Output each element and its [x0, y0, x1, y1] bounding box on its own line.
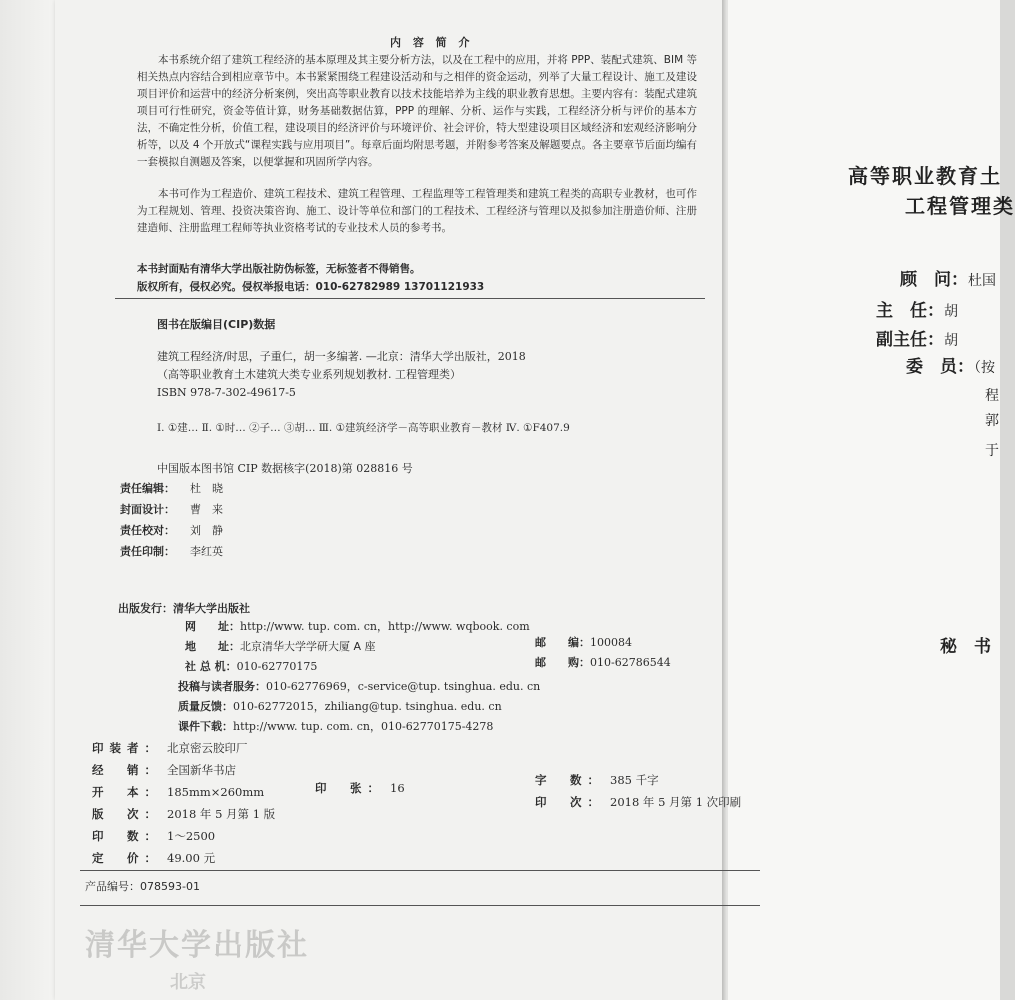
publisher-mail-order: 邮 购：010-62786544 [535, 656, 671, 669]
product-code: 产品编号：078593-01 [85, 880, 200, 893]
divider [80, 870, 760, 871]
series-title-line-1: 高等职业教育土 [848, 164, 1002, 188]
committee-member-name: 郭 [985, 413, 999, 429]
publisher-quality: 质量反馈：010-62772015，zhiliang@tup. tsinghua. edu. cn [178, 700, 502, 713]
summary-title: 内 容 简 介 [390, 36, 474, 49]
committee-secretary: 秘 书 [940, 637, 991, 657]
staff-list [120, 478, 223, 562]
cip-line-1: 建筑工程经济/时思，子重仁，胡一多编著. —北京：清华大学出版社，2018 [157, 350, 526, 363]
cip-number: 中国版本图书馆 CIP 数据核字(2018)第 028816 号 [157, 462, 413, 475]
publisher-submission: 投稿与读者服务：010-62776969，c-service@tup. tsinghua. edu. cn [178, 680, 541, 693]
staff-row: 责任校对： 刘 静 [120, 524, 223, 537]
committee-members: 委 员：（按 [906, 357, 995, 377]
committee-director: 主 任：胡 [876, 301, 958, 321]
staff-row: 责任印制： 李红英 [120, 545, 223, 558]
publisher-download: 课件下载：http://www. tup. com. cn，010-62770175-4278 [178, 720, 494, 733]
spec-price: 定 价： 49.00 元 [92, 851, 216, 865]
spec-copies: 印 数： 1～2500 [92, 829, 216, 843]
staff-row: 责任编辑： 杜 晓 [120, 482, 223, 495]
committee-advisor: 顾 问：杜国 [900, 270, 996, 290]
publisher-web: 网 址：http://www. tup. com. cn，http://www. wqbook. com [185, 620, 530, 633]
copyright-notice [137, 260, 484, 296]
committee-member-name: 于 [985, 443, 999, 459]
summary-paragraph-2: 本书可作为工程造价、建筑工程技术、建筑工程管理、工程监理等工程管理类和建筑工程类的高职专业教材，也可作为工程规划、管理、投资决策咨询、施工、设计等单位和部门的工程技术、工程经济与管理以及拟参加注册造价师、注册建造师、注册监理工程师等执业资格考试的专业技术人员的参考书。 [137, 188, 697, 234]
spec-edition: 版 次： 2018 年 5 月第 1 版 [92, 807, 276, 821]
committee-vice-director: 副主任：胡 [876, 330, 958, 350]
publisher-label: 出版发行：清华大学出版社 [118, 602, 250, 615]
committee-member-name: 程 [985, 388, 999, 404]
cip-isbn: ISBN 978-7-302-49617-5 [157, 386, 296, 399]
spec-printing: 印 次： 2018 年 5 月第 1 次印刷 [535, 795, 742, 809]
cip-title: 图书在版编目(CIP)数据 [157, 318, 276, 331]
series-title-line-2: 工程管理类 [905, 194, 1015, 218]
spec-format: 开 本： 185mm×260mm [92, 785, 265, 799]
divider [115, 298, 705, 299]
spec-word-count: 字 数： 385 千字 [535, 773, 659, 787]
right-page [728, 0, 1015, 1000]
watermark-city: 北京 [170, 972, 206, 993]
staff-row: 封面设计： 曹 来 [120, 503, 223, 516]
publisher-watermark: 清华大学出版社 [85, 928, 309, 963]
publisher-address: 地 址：北京清华大学学研大厦 A 座 [185, 640, 376, 653]
summary-paragraph-1: 本书系统介绍了建筑工程经济的基本原理及其主要分析方法，以及在工程中的应用，并将 PPP、装配式建筑、BIM 等相关热点内容结合到相应章节中。本书紧紧围绕工程建设活动和与之相伴的资金运动，列举了大量工程设计、施工及建设项目评价和运营中的经济分析案例，突出高等职业教育以技术技能培养为主线的职业教育思想。主要内容有：装配式建筑项目可行性研究，资金等值计算，财务基础数据估算，PPP 的理解、分析、运作与实践，工程经济分析与评价的基本方法，不确定性分析，价值工程，建设项目的经济评价与环境评价、社会评价，特大型建设项目区域经济和宏观经济影响分析等，以及 4 个开放式“课程实践与应用项目”。每章后面均附思考题，并附参考答案及解题要点。各主要章节后面均编有一套模拟自测题及答案，以便掌握和巩固所学内容。 [137, 54, 697, 168]
publisher-phone: 社 总 机：010-62770175 [185, 660, 318, 673]
spec-printer: 印装者： 北京密云胶印厂 [92, 741, 248, 755]
cip-block [157, 348, 526, 402]
spec-distributor: 经 销： 全国新华书店 [92, 763, 236, 777]
spec-sheets: 印 张： 16 [315, 781, 405, 795]
cip-line-2: （高等职业教育土木建筑大类专业系列规划教材. 工程管理类） [157, 368, 461, 381]
piracy-hotline: 版权所有，侵权必究。侵权举报电话：010-62782989 13701121933 [137, 281, 485, 293]
publisher-postcode: 邮 编：100084 [535, 636, 632, 649]
divider [80, 905, 760, 906]
anti-counterfeit-notice: 本书封面贴有清华大学出版社防伪标签，无标签者不得销售。 [137, 263, 421, 275]
page-edge [0, 0, 60, 1000]
cip-index: Ⅰ. ①建… Ⅱ. ①时… ②子… ③胡… Ⅲ. ①建筑经济学－高等职业教育－教材 Ⅳ. ①F407.9 [157, 422, 570, 434]
